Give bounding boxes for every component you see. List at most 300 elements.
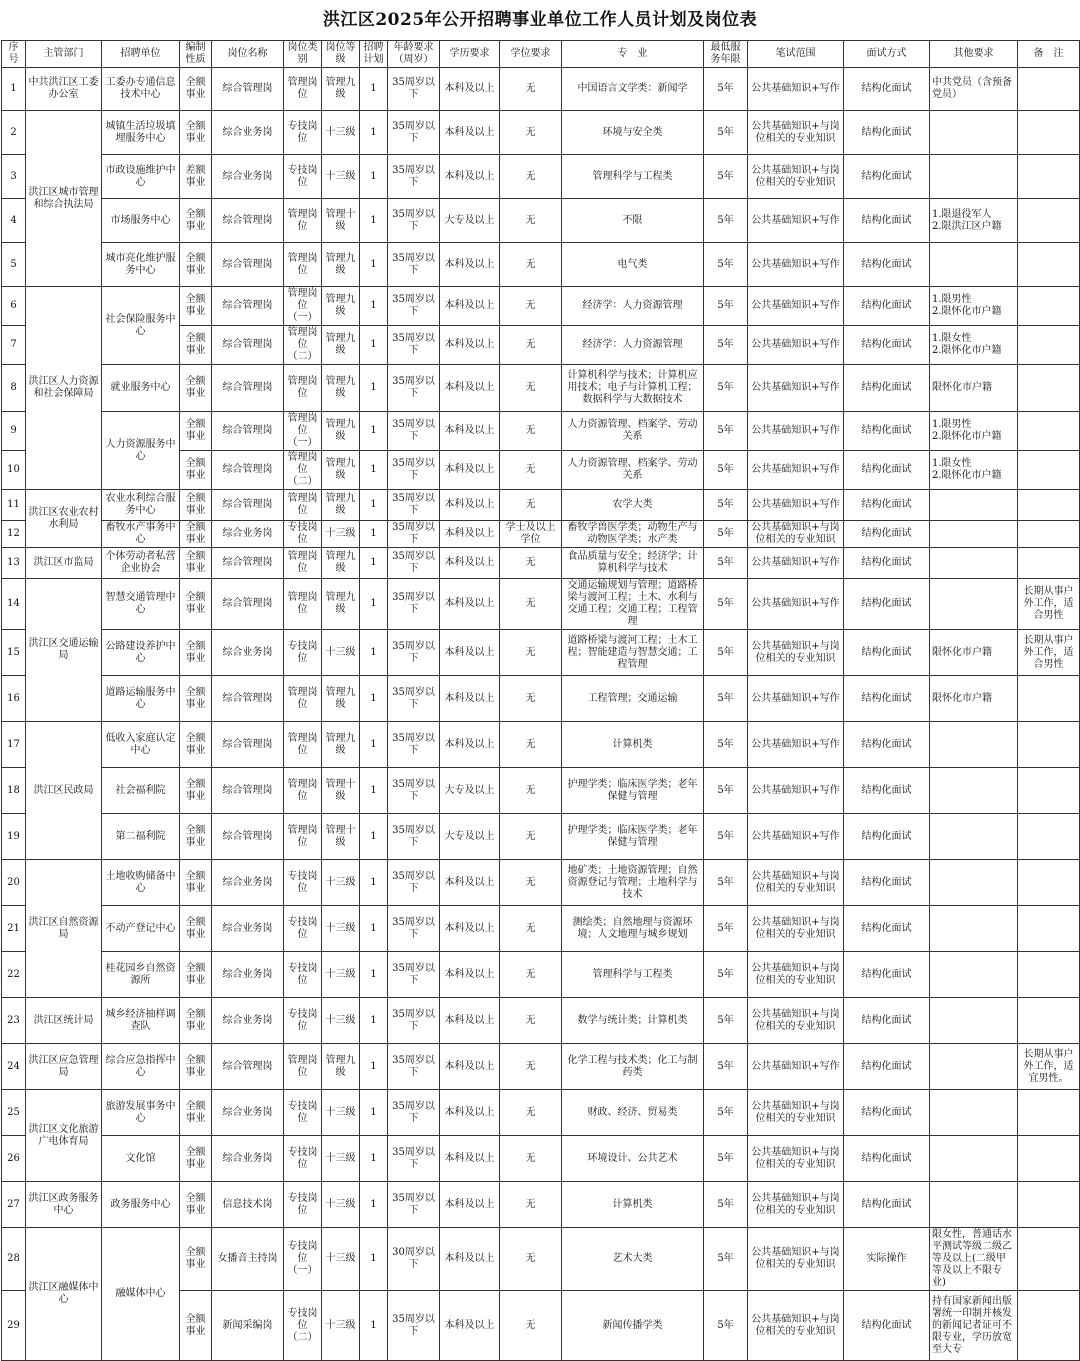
post-level-cell: 管理九级 — [322, 1044, 360, 1090]
other-requirements-cell: 1.限女性 2.限怀化市户籍 — [930, 326, 1018, 365]
post-category-cell: 管理岗位 — [284, 68, 322, 111]
exam-scope-cell: 公共基础知识+写作 — [748, 814, 844, 860]
exam-scope-cell: 公共基础知识+写作 — [748, 676, 844, 722]
plan-cell: 1 — [360, 326, 388, 365]
unit-cell: 文化馆 — [102, 1136, 180, 1182]
degree-cell: 无 — [500, 630, 562, 676]
service-years-cell: 5年 — [704, 630, 748, 676]
interview-cell: 结构化面试 — [844, 630, 930, 676]
nature-cell: 全额事业 — [180, 68, 212, 111]
other-requirements-cell — [930, 814, 1018, 860]
post-level-cell: 管理九级 — [322, 287, 360, 326]
education-cell: 本科及以上 — [440, 365, 500, 412]
note-cell — [1018, 548, 1080, 579]
note-cell — [1018, 412, 1080, 451]
interview-cell: 结构化面试 — [844, 111, 930, 155]
plan-cell: 1 — [360, 579, 388, 630]
department-cell: 洪江区市监局 — [26, 548, 102, 579]
note-cell — [1018, 68, 1080, 111]
row-number-cell: 20 — [2, 860, 26, 906]
post-category-cell: 管理岗位 — [284, 768, 322, 814]
other-requirements-cell — [930, 952, 1018, 998]
unit-cell: 市场服务中心 — [102, 199, 180, 243]
exam-scope-cell: 公共基础知识+与岗位相关的专业知识 — [748, 1228, 844, 1291]
table-row — [2, 1228, 1080, 1291]
post-level-cell: 管理九级 — [322, 490, 360, 521]
post-level-cell: 十三级 — [322, 1228, 360, 1291]
nature-cell: 全额事业 — [180, 579, 212, 630]
post-category-cell: 专技岗位 — [284, 155, 322, 199]
table-row — [2, 243, 1080, 287]
other-requirements-cell — [930, 548, 1018, 579]
post-name-cell: 综合业务岗 — [212, 998, 284, 1044]
table-row — [2, 287, 1080, 326]
degree-cell: 无 — [500, 287, 562, 326]
unit-cell: 城乡经济抽样调查队 — [102, 998, 180, 1044]
table-row — [2, 768, 1080, 814]
post-name-cell: 综合业务岗 — [212, 906, 284, 952]
interview-cell: 结构化面试 — [844, 768, 930, 814]
degree-cell: 无 — [500, 199, 562, 243]
education-cell: 本科及以上 — [440, 68, 500, 111]
service-years-cell: 5年 — [704, 1044, 748, 1090]
row-number-cell: 2 — [2, 111, 26, 155]
education-cell: 本科及以上 — [440, 1291, 500, 1361]
post-level-cell: 管理九级 — [322, 579, 360, 630]
post-name-cell: 综合业务岗 — [212, 1136, 284, 1182]
degree-cell: 无 — [500, 1291, 562, 1361]
degree-cell: 无 — [500, 68, 562, 111]
unit-cell: 畜牧水产事务中心 — [102, 521, 180, 548]
table-row — [2, 952, 1080, 998]
interview-cell: 结构化面试 — [844, 490, 930, 521]
age-cell: 35周岁以下 — [388, 676, 440, 722]
post-category-cell: 管理岗位 — [284, 814, 322, 860]
nature-cell: 全额事业 — [180, 1182, 212, 1228]
nature-cell: 全额事业 — [180, 952, 212, 998]
service-years-cell: 5年 — [704, 1182, 748, 1228]
plan-cell: 1 — [360, 451, 388, 490]
post-category-cell: 管理岗位 — [284, 548, 322, 579]
major-cell: 护理学类；临床医学类；老年保健与管理 — [562, 768, 704, 814]
other-requirements-cell — [930, 768, 1018, 814]
education-cell: 本科及以上 — [440, 243, 500, 287]
row-number-cell: 22 — [2, 952, 26, 998]
note-cell — [1018, 490, 1080, 521]
post-name-cell: 综合管理岗 — [212, 814, 284, 860]
age-cell: 35周岁以下 — [388, 365, 440, 412]
post-name-cell: 综合管理岗 — [212, 676, 284, 722]
interview-cell: 结构化面试 — [844, 326, 930, 365]
post-category-cell: 专技岗位 — [284, 1182, 322, 1228]
post-name-cell: 综合管理岗 — [212, 451, 284, 490]
post-name-cell: 信息技术岗 — [212, 1182, 284, 1228]
post-category-cell: 管理岗位（二） — [284, 451, 322, 490]
plan-cell: 1 — [360, 630, 388, 676]
row-number-cell: 8 — [2, 365, 26, 412]
degree-cell: 无 — [500, 155, 562, 199]
other-requirements-cell — [930, 1182, 1018, 1228]
table-row — [2, 521, 1080, 548]
exam-scope-cell: 公共基础知识+与岗位相关的专业知识 — [748, 1090, 844, 1136]
age-cell: 35周岁以下 — [388, 1044, 440, 1090]
post-name-cell: 新闻采编岗 — [212, 1291, 284, 1361]
header-row — [2, 41, 1080, 68]
col-header: 面试方式 — [844, 41, 930, 68]
other-requirements-cell — [930, 490, 1018, 521]
col-header: 备 注 — [1018, 41, 1080, 68]
major-cell: 畜牧学兽医学类；动物生产与动物医学类；水产类 — [562, 521, 704, 548]
other-requirements-cell — [930, 1044, 1018, 1090]
nature-cell: 全额事业 — [180, 365, 212, 412]
plan-cell: 1 — [360, 111, 388, 155]
major-cell: 环境设计、公共艺术 — [562, 1136, 704, 1182]
other-requirements-cell: 限怀化市户籍 — [930, 676, 1018, 722]
unit-cell: 城镇生活垃圾填埋服务中心 — [102, 111, 180, 155]
table-row — [2, 722, 1080, 768]
age-cell: 35周岁以下 — [388, 998, 440, 1044]
row-number-cell: 25 — [2, 1090, 26, 1136]
nature-cell: 全额事业 — [180, 860, 212, 906]
nature-cell: 全额事业 — [180, 111, 212, 155]
plan-cell: 1 — [360, 155, 388, 199]
post-level-cell: 管理十级 — [322, 814, 360, 860]
post-name-cell: 综合业务岗 — [212, 952, 284, 998]
plan-cell: 1 — [360, 199, 388, 243]
other-requirements-cell: 1.限男性 2.限怀化市户籍 — [930, 412, 1018, 451]
department-cell: 洪江区政务服务中心 — [26, 1182, 102, 1228]
service-years-cell: 5年 — [704, 155, 748, 199]
unit-cell: 桂花园乡自然资源所 — [102, 952, 180, 998]
major-cell: 农学大类 — [562, 490, 704, 521]
department-cell: 洪江区农业农村水利局 — [26, 490, 102, 548]
exam-scope-cell: 公共基础知识+与岗位相关的专业知识 — [748, 1182, 844, 1228]
unit-cell: 工委办专通信息技术中心 — [102, 68, 180, 111]
table-row — [2, 998, 1080, 1044]
major-cell: 新闻传播学类 — [562, 1291, 704, 1361]
service-years-cell: 5年 — [704, 952, 748, 998]
education-cell: 本科及以上 — [440, 451, 500, 490]
exam-scope-cell: 公共基础知识+写作 — [748, 68, 844, 111]
service-years-cell: 5年 — [704, 243, 748, 287]
department-cell: 洪江区人力资源和社会保障局 — [26, 287, 102, 490]
degree-cell: 无 — [500, 579, 562, 630]
exam-scope-cell: 公共基础知识+与岗位相关的专业知识 — [748, 1291, 844, 1361]
service-years-cell: 5年 — [704, 1090, 748, 1136]
row-number-cell: 29 — [2, 1291, 26, 1361]
nature-cell: 全额事业 — [180, 768, 212, 814]
other-requirements-cell — [930, 906, 1018, 952]
degree-cell: 无 — [500, 326, 562, 365]
row-number-cell: 15 — [2, 630, 26, 676]
note-cell — [1018, 243, 1080, 287]
age-cell: 35周岁以下 — [388, 1291, 440, 1361]
unit-cell: 土地收购储备中心 — [102, 860, 180, 906]
note-cell — [1018, 768, 1080, 814]
unit-cell: 就业服务中心 — [102, 365, 180, 412]
other-requirements-cell: 1.限男性 2.限怀化市户籍 — [930, 287, 1018, 326]
age-cell: 35周岁以下 — [388, 906, 440, 952]
exam-scope-cell: 公共基础知识+写作 — [748, 412, 844, 451]
other-requirements-cell: 1.限女性 2.限怀化市户籍 — [930, 451, 1018, 490]
exam-scope-cell: 公共基础知识+写作 — [748, 768, 844, 814]
service-years-cell: 5年 — [704, 68, 748, 111]
interview-cell: 结构化面试 — [844, 365, 930, 412]
nature-cell: 全额事业 — [180, 521, 212, 548]
table-row — [2, 68, 1080, 111]
plan-cell: 1 — [360, 243, 388, 287]
plan-cell: 1 — [360, 722, 388, 768]
post-name-cell: 综合业务岗 — [212, 1090, 284, 1136]
exam-scope-cell: 公共基础知识+写作 — [748, 579, 844, 630]
service-years-cell: 5年 — [704, 326, 748, 365]
row-number-cell: 19 — [2, 814, 26, 860]
row-number-cell: 9 — [2, 412, 26, 451]
exam-scope-cell: 公共基础知识+与岗位相关的专业知识 — [748, 155, 844, 199]
col-header: 岗位等级 — [322, 41, 360, 68]
post-category-cell: 管理岗位（一） — [284, 287, 322, 326]
post-level-cell: 管理九级 — [322, 412, 360, 451]
department-cell: 洪江区文化旅游广电体育局 — [26, 1090, 102, 1182]
exam-scope-cell: 公共基础知识+与岗位相关的专业知识 — [748, 1136, 844, 1182]
note-cell — [1018, 1228, 1080, 1291]
age-cell: 35周岁以下 — [388, 548, 440, 579]
post-level-cell: 十三级 — [322, 1136, 360, 1182]
post-name-cell: 综合业务岗 — [212, 630, 284, 676]
interview-cell: 结构化面试 — [844, 1044, 930, 1090]
post-category-cell: 专技岗位 — [284, 906, 322, 952]
degree-cell: 无 — [500, 814, 562, 860]
plan-cell: 1 — [360, 1136, 388, 1182]
table-row — [2, 630, 1080, 676]
interview-cell: 结构化面试 — [844, 243, 930, 287]
note-cell — [1018, 1291, 1080, 1361]
unit-cell: 道路运输服务中心 — [102, 676, 180, 722]
plan-cell: 1 — [360, 365, 388, 412]
col-header: 其他要求 — [930, 41, 1018, 68]
interview-cell: 结构化面试 — [844, 68, 930, 111]
interview-cell: 结构化面试 — [844, 722, 930, 768]
post-level-cell: 十三级 — [322, 1182, 360, 1228]
other-requirements-cell: 限怀化市户籍 — [930, 630, 1018, 676]
nature-cell: 全额事业 — [180, 906, 212, 952]
degree-cell: 无 — [500, 548, 562, 579]
other-requirements-cell: 中共党员（含预备党员） — [930, 68, 1018, 111]
other-requirements-cell: 1.限退役军人 2.限洪江区户籍 — [930, 199, 1018, 243]
table-row — [2, 906, 1080, 952]
department-cell: 洪江区融媒体中心 — [26, 1228, 102, 1361]
row-number-cell: 1 — [2, 68, 26, 111]
education-cell: 大专及以上 — [440, 199, 500, 243]
unit-cell: 市政设施维护中心 — [102, 155, 180, 199]
degree-cell: 无 — [500, 1044, 562, 1090]
post-category-cell: 管理岗位 — [284, 243, 322, 287]
exam-scope-cell: 公共基础知识+写作 — [748, 548, 844, 579]
col-header: 最低服务年限 — [704, 41, 748, 68]
interview-cell: 结构化面试 — [844, 451, 930, 490]
recruitment-table — [1, 40, 1080, 1361]
other-requirements-cell — [930, 860, 1018, 906]
education-cell: 本科及以上 — [440, 1044, 500, 1090]
post-category-cell: 专技岗位 — [284, 1136, 322, 1182]
department-cell: 洪江区民政局 — [26, 722, 102, 860]
service-years-cell: 5年 — [704, 860, 748, 906]
interview-cell: 结构化面试 — [844, 1291, 930, 1361]
service-years-cell: 5年 — [704, 722, 748, 768]
degree-cell: 无 — [500, 860, 562, 906]
post-name-cell: 女播音主持岗 — [212, 1228, 284, 1291]
interview-cell: 结构化面试 — [844, 199, 930, 243]
service-years-cell: 5年 — [704, 676, 748, 722]
education-cell: 本科及以上 — [440, 1136, 500, 1182]
unit-cell: 综合应急指挥中心 — [102, 1044, 180, 1090]
interview-cell: 结构化面试 — [844, 155, 930, 199]
education-cell: 本科及以上 — [440, 630, 500, 676]
service-years-cell: 5年 — [704, 1228, 748, 1291]
education-cell: 本科及以上 — [440, 287, 500, 326]
plan-cell: 1 — [360, 1090, 388, 1136]
interview-cell: 结构化面试 — [844, 1182, 930, 1228]
interview-cell: 结构化面试 — [844, 412, 930, 451]
plan-cell: 1 — [360, 768, 388, 814]
interview-cell: 结构化面试 — [844, 1136, 930, 1182]
degree-cell: 无 — [500, 768, 562, 814]
major-cell: 中国语言文学类：新闻学 — [562, 68, 704, 111]
unit-cell: 社会福利院 — [102, 768, 180, 814]
post-level-cell: 十三级 — [322, 155, 360, 199]
nature-cell: 全额事业 — [180, 630, 212, 676]
major-cell: 地矿类；土地资源管理；自然资源登记与管理；土地科学与技术 — [562, 860, 704, 906]
other-requirements-cell — [930, 1136, 1018, 1182]
post-level-cell: 管理九级 — [322, 676, 360, 722]
education-cell: 本科及以上 — [440, 521, 500, 548]
post-category-cell: 管理岗位 — [284, 579, 322, 630]
post-name-cell: 综合管理岗 — [212, 365, 284, 412]
col-header: 岗位类别 — [284, 41, 322, 68]
nature-cell: 全额事业 — [180, 1044, 212, 1090]
table-row — [2, 548, 1080, 579]
post-category-cell: 管理岗位（二） — [284, 326, 322, 365]
age-cell: 35周岁以下 — [388, 1090, 440, 1136]
post-category-cell: 管理岗位 — [284, 722, 322, 768]
plan-cell: 1 — [360, 490, 388, 521]
col-header: 招聘单位 — [102, 41, 180, 68]
interview-cell: 结构化面试 — [844, 521, 930, 548]
post-category-cell: 专技岗位 — [284, 521, 322, 548]
interview-cell: 结构化面试 — [844, 998, 930, 1044]
post-name-cell: 综合业务岗 — [212, 521, 284, 548]
note-cell — [1018, 860, 1080, 906]
major-cell: 工程管理；交通运输 — [562, 676, 704, 722]
table-row — [2, 676, 1080, 722]
unit-cell: 农业水利综合服务中心 — [102, 490, 180, 521]
service-years-cell: 5年 — [704, 365, 748, 412]
nature-cell: 全额事业 — [180, 814, 212, 860]
age-cell: 35周岁以下 — [388, 814, 440, 860]
major-cell: 艺术大类 — [562, 1228, 704, 1291]
other-requirements-cell: 限女性，普通话水平测试等级二级乙等及以上(二级甲等及以上不限专业) — [930, 1228, 1018, 1291]
interview-cell: 结构化面试 — [844, 814, 930, 860]
row-number-cell: 4 — [2, 199, 26, 243]
post-level-cell: 十三级 — [322, 952, 360, 998]
col-header: 岗位名称 — [212, 41, 284, 68]
post-category-cell: 专技岗位（一） — [284, 1228, 322, 1291]
post-name-cell: 综合管理岗 — [212, 579, 284, 630]
education-cell: 本科及以上 — [440, 906, 500, 952]
exam-scope-cell: 公共基础知识+与岗位相关的专业知识 — [748, 521, 844, 548]
post-name-cell: 综合管理岗 — [212, 722, 284, 768]
major-cell: 电气类 — [562, 243, 704, 287]
col-header: 专 业 — [562, 41, 704, 68]
post-name-cell: 综合管理岗 — [212, 490, 284, 521]
education-cell: 本科及以上 — [440, 952, 500, 998]
service-years-cell: 5年 — [704, 548, 748, 579]
service-years-cell: 5年 — [704, 451, 748, 490]
post-category-cell: 专技岗位 — [284, 998, 322, 1044]
plan-cell: 1 — [360, 287, 388, 326]
exam-scope-cell: 公共基础知识+写作 — [748, 365, 844, 412]
major-cell: 化学工程与技术类；化工与制药类 — [562, 1044, 704, 1090]
interview-cell: 结构化面试 — [844, 676, 930, 722]
service-years-cell: 5年 — [704, 1136, 748, 1182]
table-row — [2, 1090, 1080, 1136]
unit-cell: 融媒体中心 — [102, 1228, 180, 1361]
degree-cell: 无 — [500, 111, 562, 155]
plan-cell: 1 — [360, 1182, 388, 1228]
degree-cell: 无 — [500, 1182, 562, 1228]
major-cell: 计算机类 — [562, 1182, 704, 1228]
exam-scope-cell: 公共基础知识+写作 — [748, 199, 844, 243]
table-row — [2, 490, 1080, 521]
plan-cell: 1 — [360, 952, 388, 998]
table-row — [2, 111, 1080, 155]
major-cell: 财政、经济、贸易类 — [562, 1090, 704, 1136]
age-cell: 35周岁以下 — [388, 860, 440, 906]
post-level-cell: 管理九级 — [322, 243, 360, 287]
nature-cell: 全额事业 — [180, 287, 212, 326]
nature-cell: 全额事业 — [180, 243, 212, 287]
interview-cell: 结构化面试 — [844, 579, 930, 630]
education-cell: 大专及以上 — [440, 768, 500, 814]
table-row — [2, 155, 1080, 199]
nature-cell: 全额事业 — [180, 490, 212, 521]
note-cell — [1018, 365, 1080, 412]
post-category-cell: 管理岗位 — [284, 199, 322, 243]
col-header: 编制性质 — [180, 41, 212, 68]
post-level-cell: 管理九级 — [322, 326, 360, 365]
interview-cell: 结构化面试 — [844, 548, 930, 579]
education-cell: 本科及以上 — [440, 1090, 500, 1136]
row-number-cell: 12 — [2, 521, 26, 548]
interview-cell: 结构化面试 — [844, 1090, 930, 1136]
major-cell: 交通运输规划与管理；道路桥梁与渡河工程；土木、水利与交通工程；交通工程；工程管理 — [562, 579, 704, 630]
post-name-cell: 综合业务岗 — [212, 155, 284, 199]
age-cell: 35周岁以下 — [388, 199, 440, 243]
department-cell: 洪江区统计局 — [26, 998, 102, 1044]
row-number-cell: 10 — [2, 451, 26, 490]
major-cell: 人力资源管理、档案学、劳动关系 — [562, 412, 704, 451]
post-name-cell: 综合业务岗 — [212, 111, 284, 155]
post-name-cell: 综合业务岗 — [212, 860, 284, 906]
post-name-cell: 综合管理岗 — [212, 1044, 284, 1090]
post-name-cell: 综合管理岗 — [212, 68, 284, 111]
table-row — [2, 860, 1080, 906]
unit-cell: 个体劳动者私营企业协会 — [102, 548, 180, 579]
plan-cell: 1 — [360, 1291, 388, 1361]
age-cell: 35周岁以下 — [388, 1182, 440, 1228]
nature-cell: 全额事业 — [180, 1291, 212, 1361]
education-cell: 本科及以上 — [440, 548, 500, 579]
